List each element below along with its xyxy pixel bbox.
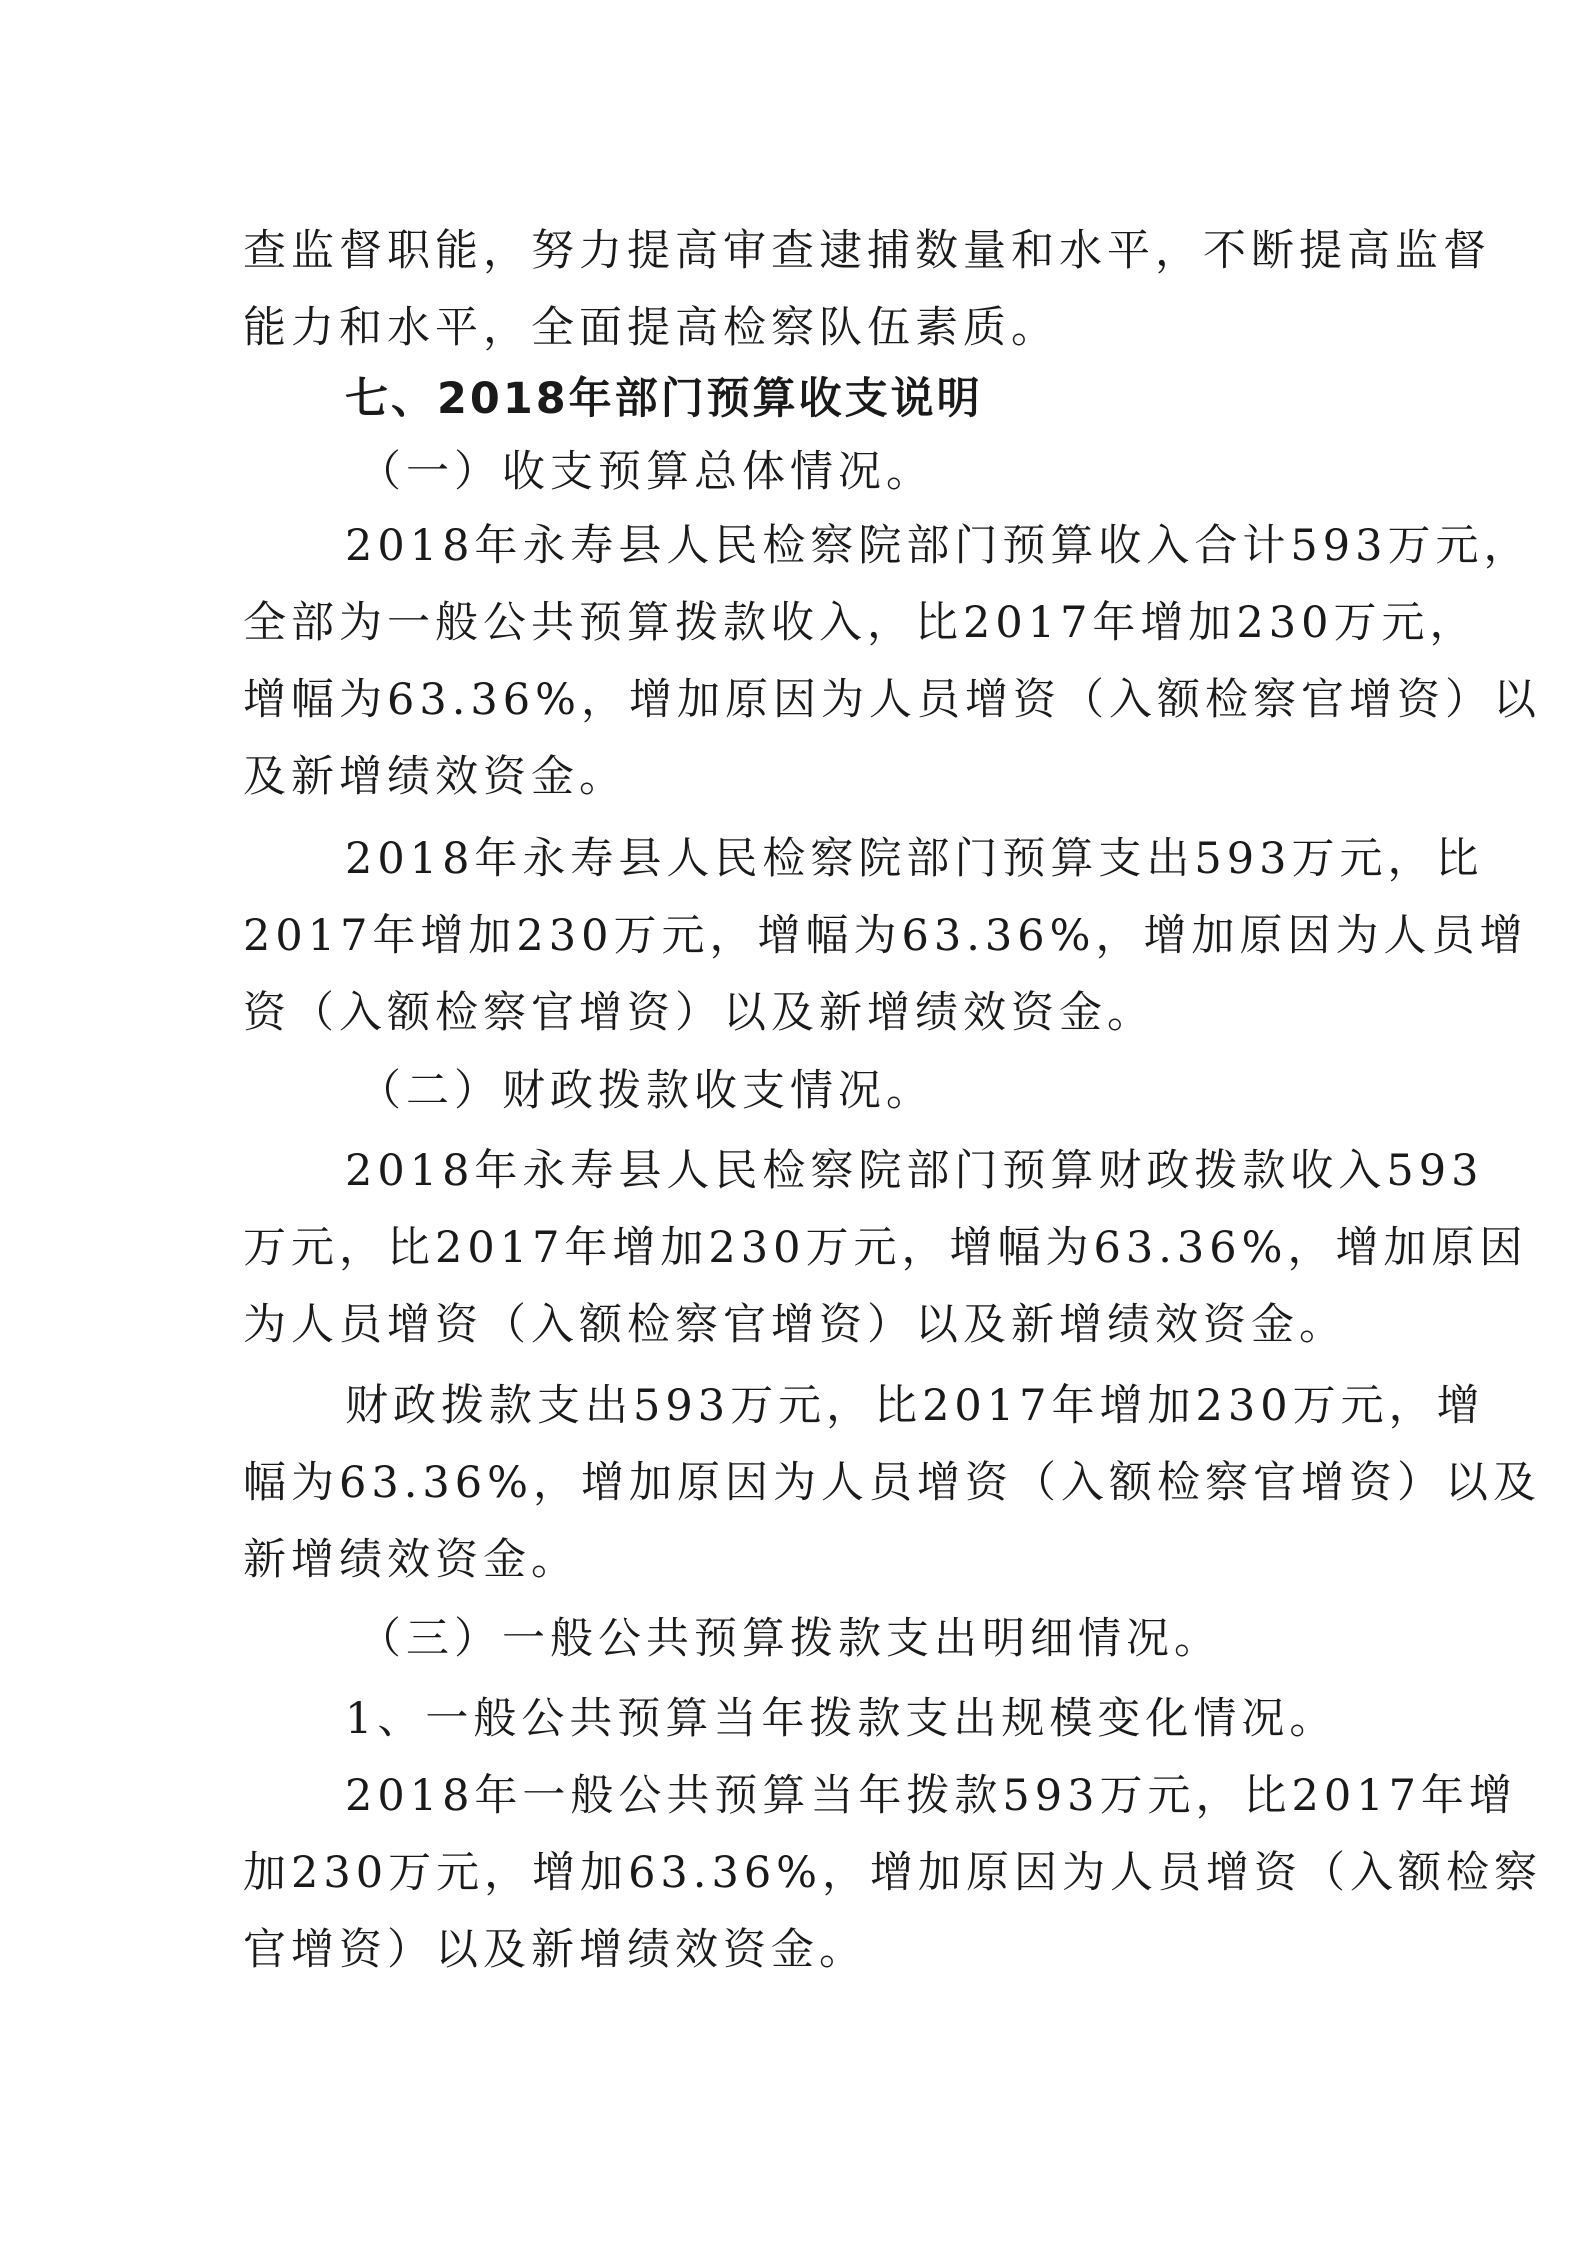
paragraph-line: 2018年一般公共预算当年拨款593万元，比2017年增 [345,1771,1517,1821]
paragraph-line: 能力和水平，全面提高检察队伍素质。 [243,303,1059,353]
paragraph-line: 查监督职能，努力提高审查逮捕数量和水平，不断提高监督 [243,226,1491,276]
paragraph-line: 为人员增资（入额检察官增资）以及新增绩效资金。 [243,1300,1347,1350]
paragraph-line: 加230万元，增加63.36%，增加原因为人员增资（入额检察 [243,1848,1543,1898]
paragraph-line: 万元，比2017年增加230万元，增幅为63.36%，增加原因 [243,1223,1528,1273]
list-item-heading: 1、一般公共预算当年拨款支出规模变化情况。 [345,1694,1338,1744]
subsection-heading: （二）财政拨款收支情况。 [358,1066,934,1116]
paragraph-line: 财政拨款支出593万元，比2017年增加230万元，增 [345,1381,1485,1431]
paragraph-line: 2018年永寿县人民检察院部门预算支出593万元，比 [345,834,1484,884]
subsection-heading: （三）一般公共预算拨款支出明细情况。 [358,1614,1222,1664]
subsection-heading: （一）收支预算总体情况。 [358,447,934,497]
paragraph-line: 2018年永寿县人民检察院部门预算财政拨款收入593 [345,1146,1484,1196]
section-heading: 七、2018年部门预算收支说明 [345,374,983,424]
paragraph-line: 幅为63.36%，增加原因为人员增资（入额检察官增资）以及 [243,1458,1541,1508]
paragraph-line: 2017年增加230万元，增幅为63.36%，增加原因为人员增 [243,911,1528,961]
paragraph-line: 资（入额检察官增资）以及新增绩效资金。 [243,988,1155,1038]
paragraph-line: 全部为一般公共预算拨款收入，比2017年增加230万元， [243,598,1478,648]
paragraph-line: 新增绩效资金。 [243,1535,579,1585]
paragraph-line: 及新增绩效资金。 [243,752,627,802]
paragraph-line: 官增资）以及新增绩效资金。 [243,1925,867,1975]
paragraph-line: 2018年永寿县人民检察院部门预算收入合计593万元， [345,521,1532,571]
paragraph-line: 增幅为63.36%，增加原因为人员增资（入额检察官增资）以 [243,675,1541,725]
